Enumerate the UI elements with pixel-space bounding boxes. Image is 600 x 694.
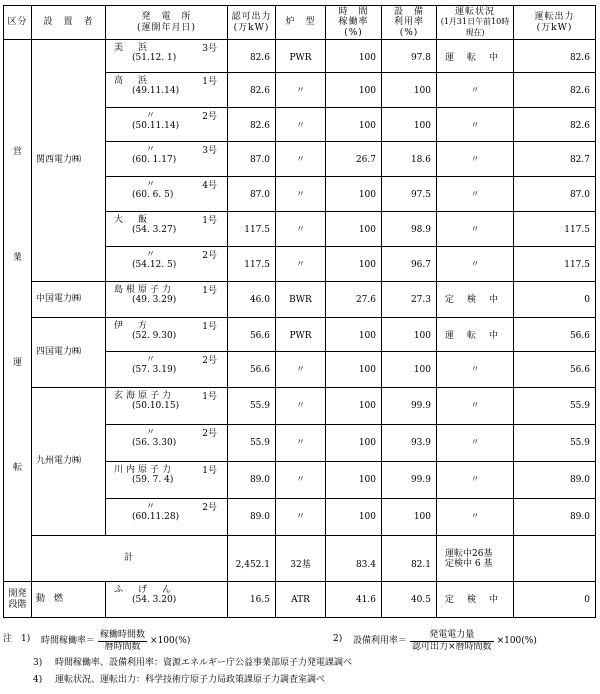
plant-unit: 2号 <box>202 429 217 439</box>
category-dev-line: 段階 <box>8 599 27 610</box>
capacity-cell: 87.0 <box>228 142 276 177</box>
header-plant <box>106 6 228 40</box>
plant-name: 〃 <box>146 111 156 121</box>
notes <box>3 630 595 690</box>
note-2-numerator: 発電電力量 <box>410 630 494 642</box>
status-cell: 〃 <box>437 142 514 177</box>
plant-name: 大 飯 <box>114 215 151 225</box>
note-3-text: 時間稼働率、設備利用率：資源エネルギー庁公益事業部原子力発電課調べ <box>55 658 353 668</box>
time-util-cell: 100 <box>326 40 382 73</box>
reactor-cell: 〃 <box>276 388 326 425</box>
time-util-cell: 100 <box>326 425 382 462</box>
plant-unit: 2号 <box>202 112 217 122</box>
capacity-cell: 117.5 <box>228 247 276 282</box>
plant-date: (50.10.15) <box>132 401 180 412</box>
capacity-cell: 82.6 <box>228 73 276 108</box>
cap-util-cell: 99.9 <box>382 388 437 425</box>
reactor-cell: PWR <box>276 318 326 352</box>
dev-row <box>4 582 596 618</box>
output-cell: 55.9 <box>514 388 596 425</box>
plant-date: (49.11.14) <box>132 86 180 97</box>
header-time-util <box>326 6 382 40</box>
header-status <box>437 6 514 40</box>
plant-name: 美 浜 <box>114 43 151 53</box>
plant-unit: 2号 <box>202 503 217 513</box>
header-capacity-main: 認可出力 <box>231 12 272 23</box>
reactor-cell: PWR <box>276 40 326 73</box>
header-cap-util-1: 設 備 <box>393 6 424 17</box>
cap-util-cell: 93.9 <box>382 425 437 462</box>
plant-cell <box>106 212 228 247</box>
header-status-main: 運転状況 <box>454 6 495 17</box>
capacity-cell: 46.0 <box>228 282 276 318</box>
output-cell: 0 <box>514 282 596 318</box>
status-cell: 運 転 中 <box>437 40 514 73</box>
plant-unit: 1号 <box>202 216 217 226</box>
reactor-cell: 〃 <box>276 352 326 388</box>
plant-unit: 2号 <box>202 251 217 261</box>
header-output-sub: (万kW) <box>536 22 573 33</box>
capacity-cell: 82.6 <box>228 108 276 142</box>
note-4-text: 運転状況、運転出力：科学技術庁原子力局政策課原子力調査室調べ <box>55 675 326 685</box>
plant-date: (49. 3.29) <box>132 295 177 306</box>
header-time-util-2: 稼働率 <box>338 17 369 28</box>
plant-name: 〃 <box>146 502 156 512</box>
time-util-cell: 100 <box>326 212 382 247</box>
table-row <box>4 40 596 73</box>
plant-name: 伊 方 <box>114 321 151 331</box>
total-output <box>514 536 596 582</box>
cap-util-cell: 40.5 <box>382 582 437 618</box>
note-1-rhs: ×100(%) <box>150 635 191 646</box>
note-1-fraction <box>98 630 147 653</box>
plant-name: 〃 <box>146 180 156 190</box>
output-cell: 117.5 <box>514 247 596 282</box>
plant-cell <box>106 499 228 536</box>
plant-unit: 4号 <box>202 181 217 191</box>
nuclear-plant-table <box>3 5 596 618</box>
plant-date: (51.12. 1) <box>132 53 177 64</box>
note-2 <box>353 630 537 653</box>
note-3 <box>3 658 595 673</box>
plant-name: 〃 <box>146 250 156 260</box>
output-cell: 0 <box>514 582 596 618</box>
note-4 <box>3 675 595 690</box>
plant-unit: 1号 <box>202 322 217 332</box>
table-row <box>4 388 596 425</box>
header-cap-util-3: (%) <box>399 27 419 38</box>
output-cell: 56.6 <box>514 318 596 352</box>
reactor-cell: 〃 <box>276 462 326 499</box>
company-name: 九州電力㈱ <box>32 388 106 536</box>
header-plant-main: 発 電 所 <box>141 12 192 23</box>
header-company: 設 置 者 <box>32 6 106 40</box>
header-output <box>514 6 596 40</box>
time-util-cell: 26.7 <box>326 142 382 177</box>
note-2-rhs: ×100(%) <box>496 635 537 646</box>
status-cell: 〃 <box>437 499 514 536</box>
note-1 <box>41 630 190 653</box>
header-capacity <box>228 6 276 40</box>
plant-date: (52. 9.30) <box>132 331 177 342</box>
cap-util-cell: 100 <box>382 73 437 108</box>
plant-cell <box>106 388 228 425</box>
plant-unit: 3号 <box>202 146 217 156</box>
reactor-cell: 〃 <box>276 212 326 247</box>
plant-cell <box>106 282 228 318</box>
note-label: 注 <box>3 634 13 644</box>
cap-util-cell: 97.5 <box>382 177 437 212</box>
table-row <box>4 282 596 318</box>
cap-util-cell: 96.7 <box>382 247 437 282</box>
plant-cell <box>106 247 228 282</box>
capacity-cell: 89.0 <box>228 499 276 536</box>
note-1-numerator: 稼働時間数 <box>100 630 146 640</box>
plant-unit: 3号 <box>202 44 217 54</box>
capacity-cell: 55.9 <box>228 388 276 425</box>
cap-util-cell: 100 <box>382 108 437 142</box>
plant-date: (60.11.28) <box>132 512 180 523</box>
time-util-cell: 100 <box>326 247 382 282</box>
output-cell: 82.6 <box>514 73 596 108</box>
time-util-cell: 100 <box>326 462 382 499</box>
note-2-lhs: 設備利用率＝ <box>353 635 408 646</box>
cap-util-cell: 98.9 <box>382 212 437 247</box>
plant-name: 〃 <box>146 355 156 365</box>
plant-unit: 1号 <box>202 286 217 296</box>
output-cell: 87.0 <box>514 177 596 212</box>
cap-util-cell: 100 <box>382 352 437 388</box>
header-cap-util <box>382 6 437 40</box>
output-cell: 82.6 <box>514 40 596 73</box>
plant-cell <box>106 73 228 108</box>
plant-cell <box>106 142 228 177</box>
note-1-denominator: 暦時間数 <box>104 641 141 652</box>
time-util-cell: 100 <box>326 73 382 108</box>
capacity-cell: 56.6 <box>228 318 276 352</box>
status-cell: 定 検 中 <box>437 582 514 618</box>
status-cell: 定 検 中 <box>437 282 514 318</box>
status-cell: 〃 <box>437 388 514 425</box>
plant-name: 〃 <box>146 428 156 438</box>
capacity-cell: 117.5 <box>228 212 276 247</box>
total-status-running: 運転中26基 <box>445 549 493 559</box>
category-char: 営 <box>12 147 22 158</box>
capacity-cell: 87.0 <box>228 177 276 212</box>
cap-util-cell: 99.9 <box>382 462 437 499</box>
note-4-num: 4) <box>33 675 43 685</box>
reactor-cell: 〃 <box>276 425 326 462</box>
cap-util-cell: 100 <box>382 318 437 352</box>
category-commercial <box>4 40 32 582</box>
header-row <box>4 6 596 40</box>
plant-name: 島根原子力 <box>114 285 175 295</box>
category-char: 転 <box>12 463 22 474</box>
reactor-cell: 〃 <box>276 142 326 177</box>
category-char: 業 <box>12 252 22 263</box>
plant-unit: 1号 <box>202 392 217 402</box>
note-2-fraction <box>410 630 494 653</box>
output-cell: 117.5 <box>514 212 596 247</box>
total-status-inspection: 定検中 6 基 <box>445 559 493 570</box>
time-util-cell: 100 <box>326 388 382 425</box>
plant-cell <box>106 318 228 352</box>
total-row <box>4 536 596 582</box>
status-cell: 〃 <box>437 108 514 142</box>
header-plant-sub: (運開年月日) <box>136 22 197 33</box>
status-cell: 〃 <box>437 425 514 462</box>
plant-date: (54.12. 5) <box>132 260 177 271</box>
plant-unit: 2号 <box>202 356 217 366</box>
plant-date: (57. 3.19) <box>132 365 177 376</box>
header-output-main: 運転出力 <box>534 12 575 23</box>
reactor-cell: 〃 <box>276 108 326 142</box>
plant-cell <box>106 40 228 73</box>
time-util-cell: 100 <box>326 352 382 388</box>
time-util-cell: 41.6 <box>326 582 382 618</box>
capacity-cell: 82.6 <box>228 40 276 73</box>
capacity-cell: 16.5 <box>228 582 276 618</box>
category-char: 運 <box>12 358 22 368</box>
plant-name: 高 浜 <box>114 76 151 86</box>
status-cell: 〃 <box>437 352 514 388</box>
company-name: 中国電力㈱ <box>32 282 106 318</box>
header-category: 区分 <box>4 6 32 40</box>
status-cell: 〃 <box>437 462 514 499</box>
plant-cell <box>106 108 228 142</box>
note-1-lhs: 時間稼働率＝ <box>41 635 96 646</box>
cap-util-cell: 97.8 <box>382 40 437 73</box>
output-cell: 56.6 <box>514 352 596 388</box>
output-cell: 82.6 <box>514 108 596 142</box>
plant-cell <box>106 425 228 462</box>
total-cap-util: 82.1 <box>382 536 437 582</box>
plant-date: (56. 3.30) <box>132 438 177 449</box>
plant-name: ふ げ ん <box>114 585 175 595</box>
plant-date: (50.11.14) <box>132 121 180 132</box>
output-cell: 89.0 <box>514 462 596 499</box>
category-dev <box>4 582 32 618</box>
plant-cell <box>106 177 228 212</box>
header-cap-util-2: 利用率 <box>393 17 424 28</box>
status-cell: 〃 <box>437 247 514 282</box>
company-name: 動 燃 <box>32 582 106 618</box>
output-cell: 82.7 <box>514 142 596 177</box>
header-capacity-sub: (万kW) <box>233 22 270 33</box>
header-reactor: 炉 型 <box>276 6 326 40</box>
status-cell: 〃 <box>437 177 514 212</box>
time-util-cell: 100 <box>326 499 382 536</box>
plant-cell <box>106 462 228 499</box>
time-util-cell: 100 <box>326 177 382 212</box>
category-dev-line: 開発 <box>8 589 27 600</box>
cap-util-cell: 100 <box>382 499 437 536</box>
cap-util-cell: 27.3 <box>382 282 437 318</box>
plant-name: 川内原子力 <box>114 465 175 475</box>
plant-cell <box>106 352 228 388</box>
reactor-cell: 〃 <box>276 73 326 108</box>
status-cell: 〃 <box>437 212 514 247</box>
plant-date: (54. 3.27) <box>132 225 177 236</box>
output-cell: 55.9 <box>514 425 596 462</box>
total-status <box>437 536 514 582</box>
reactor-cell: 〃 <box>276 247 326 282</box>
plant-date: (54. 3.20) <box>132 595 177 606</box>
table-row <box>4 318 596 352</box>
note-formulas <box>3 630 595 650</box>
reactor-cell: 〃 <box>276 499 326 536</box>
note-3-num: 3) <box>33 658 43 668</box>
note-1-num: 1) <box>21 634 31 644</box>
output-cell: 89.0 <box>514 499 596 536</box>
header-time-util-1: 時 間 <box>338 6 369 17</box>
plant-unit: 1号 <box>202 466 217 476</box>
plant-date: (59. 7. 4) <box>132 475 174 486</box>
cap-util-cell: 18.6 <box>382 142 437 177</box>
time-util-cell: 100 <box>326 318 382 352</box>
total-label: 計 <box>32 536 228 582</box>
total-reactor: 32基 <box>276 536 326 582</box>
capacity-cell: 56.6 <box>228 352 276 388</box>
company-name: 四国電力㈱ <box>32 318 106 388</box>
plant-date: (60. 6. 5) <box>132 190 174 201</box>
time-util-cell: 100 <box>326 108 382 142</box>
header-time-util-3: (%) <box>344 27 363 38</box>
header-status-sub: (1月31日午前10時現在) <box>440 17 510 37</box>
note-2-denominator: 認可出力×暦時間数 <box>412 641 492 652</box>
note-2-num: 2) <box>333 634 343 644</box>
plant-name: 〃 <box>146 145 156 155</box>
status-cell: 〃 <box>437 73 514 108</box>
plant-name: 玄海原子力 <box>114 391 175 401</box>
capacity-cell: 89.0 <box>228 462 276 499</box>
reactor-cell: BWR <box>276 282 326 318</box>
time-util-cell: 27.6 <box>326 282 382 318</box>
status-cell: 運 転 中 <box>437 318 514 352</box>
plant-unit: 1号 <box>202 77 217 87</box>
plant-cell <box>106 582 228 618</box>
total-time-util: 83.4 <box>326 536 382 582</box>
plant-date: (60. 1.17) <box>132 155 177 166</box>
company-name: 関西電力㈱ <box>32 40 106 282</box>
total-capacity: 2,452.1 <box>228 536 276 582</box>
reactor-cell: ATR <box>276 582 326 618</box>
capacity-cell: 55.9 <box>228 425 276 462</box>
reactor-cell: 〃 <box>276 177 326 212</box>
